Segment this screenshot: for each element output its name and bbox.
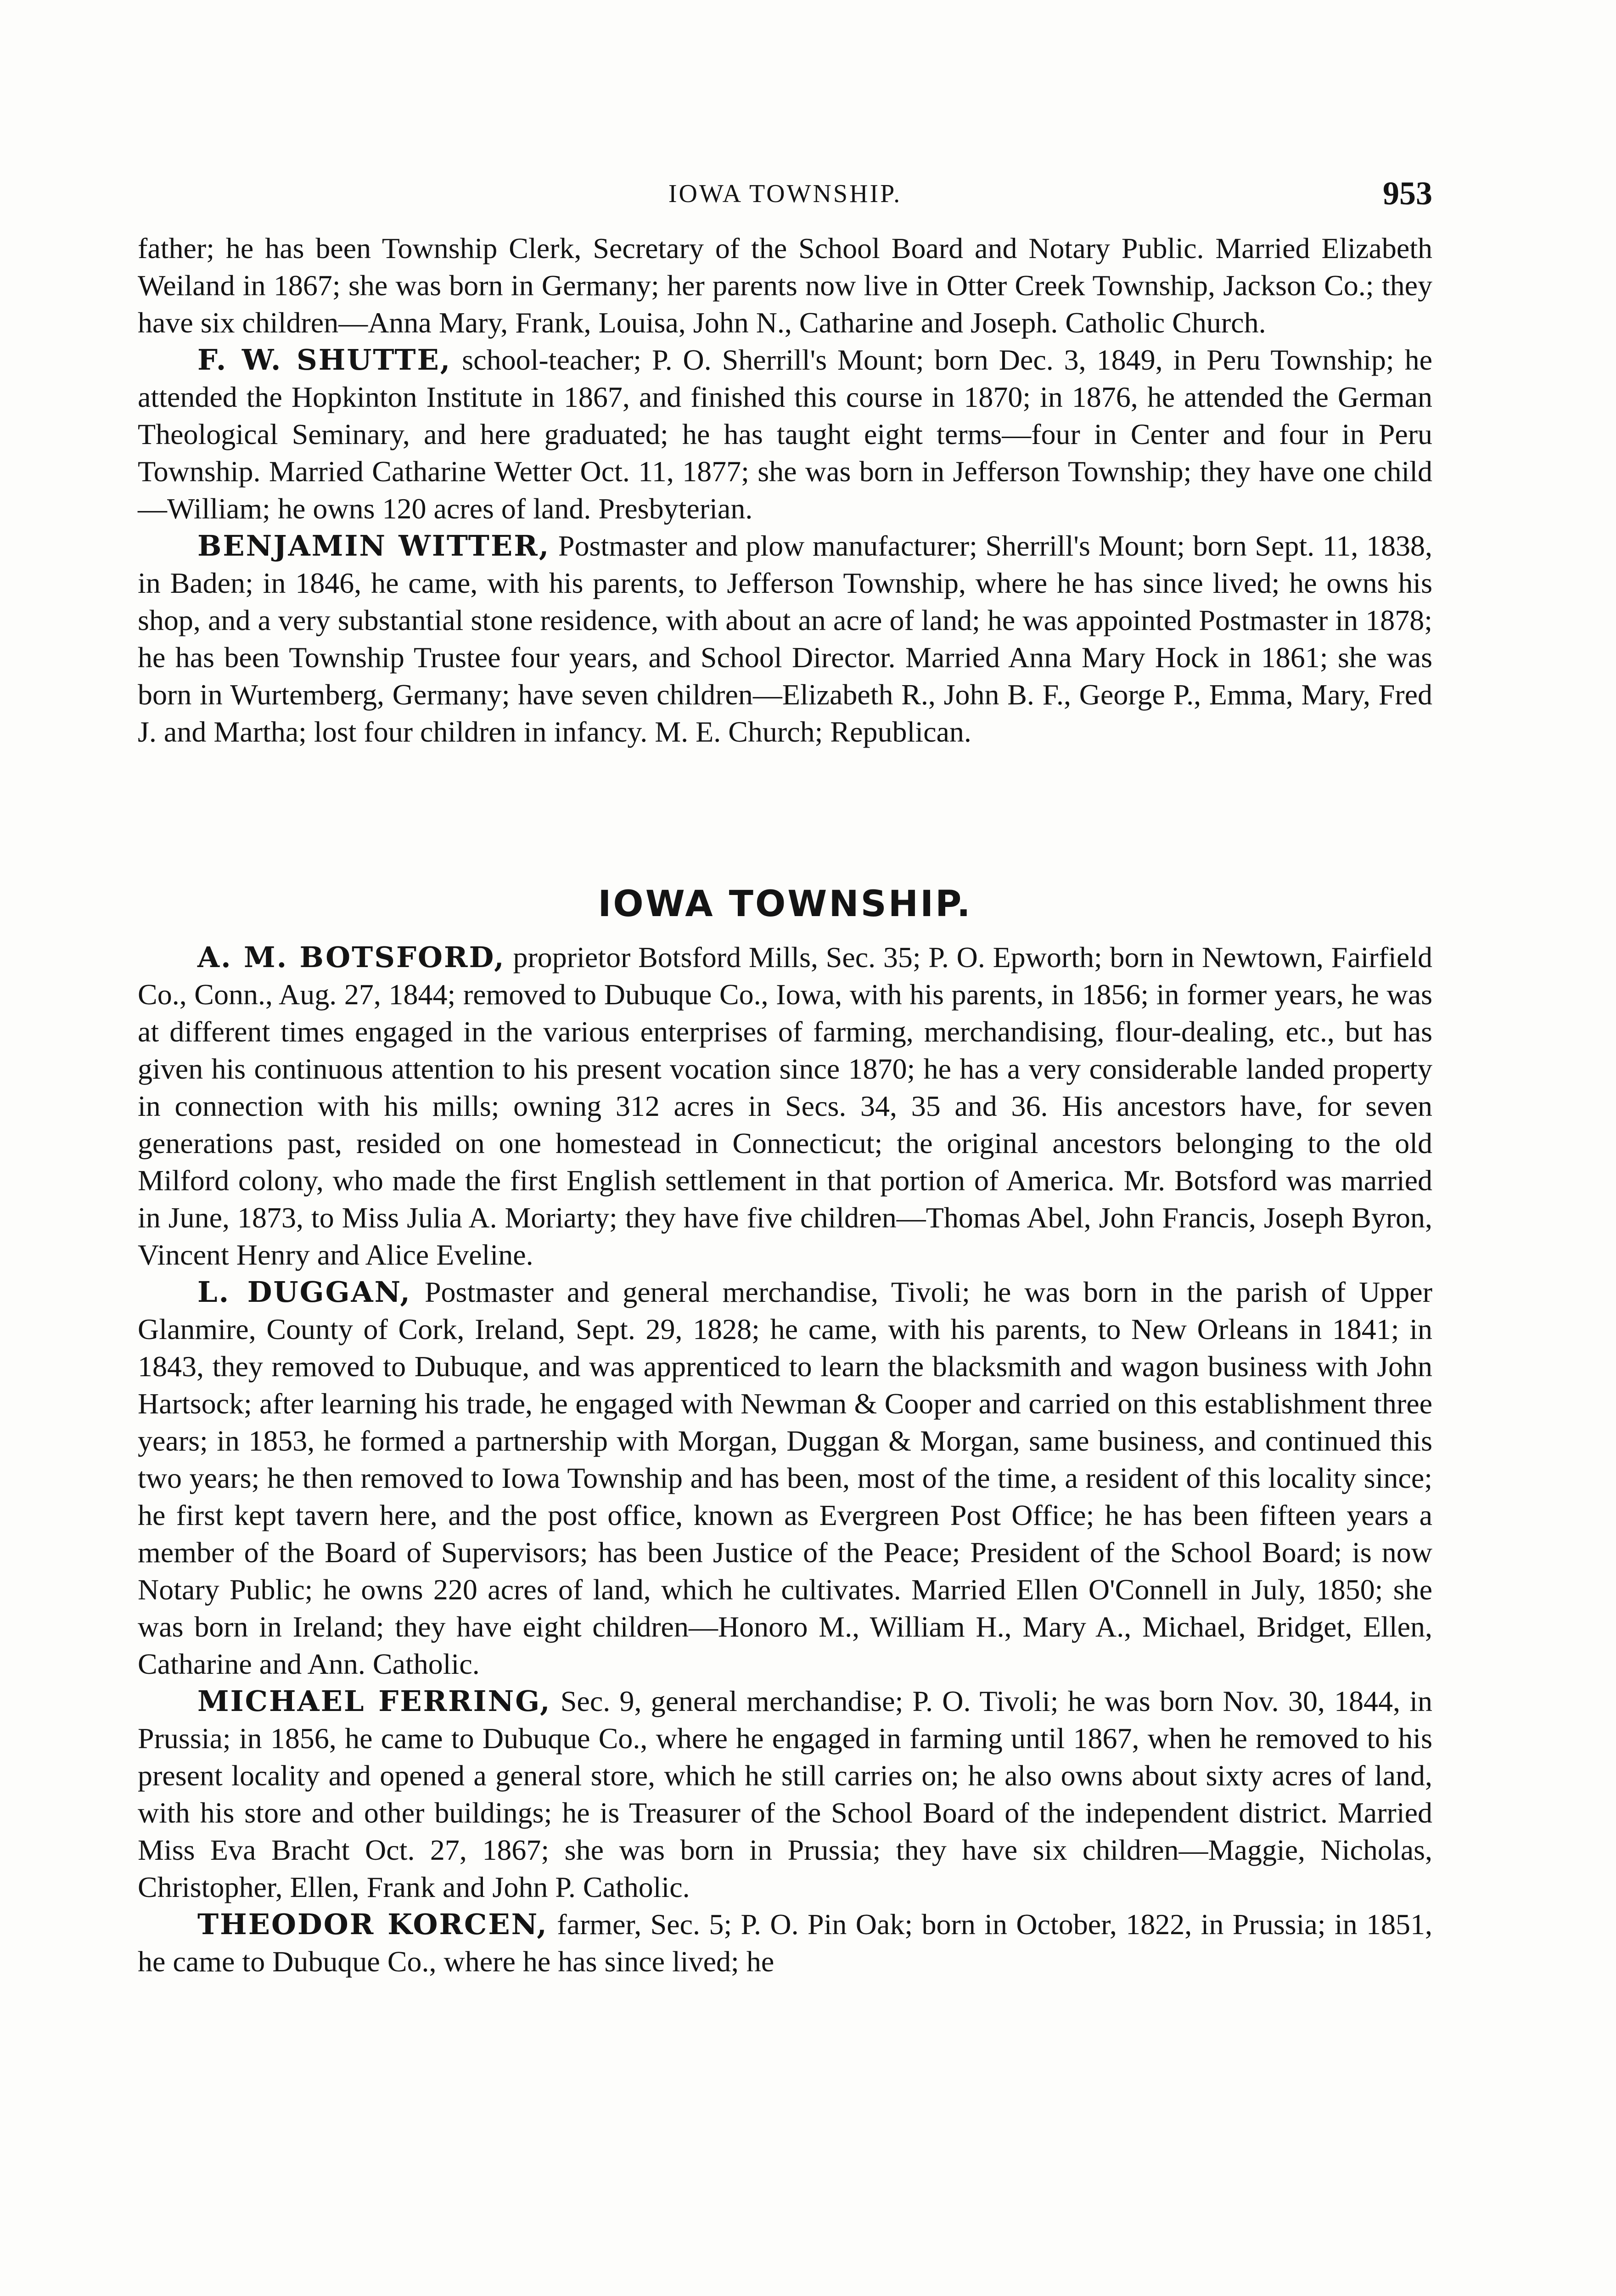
book-page [138,174,1432,2296]
entry-name: L. DUGGAN, [197,1275,411,1309]
entry-name: MICHAEL FERRING, [197,1684,551,1718]
page-number: 953 [1383,175,1432,212]
running-title: IOWA TOWNSHIP. [668,180,902,208]
entry-text: school-teacher; P. O. Sherrill's Mount; born Dec. 3, 1849, in Peru Township; he attended the Hopkinton Institute in 1867, and finished this course in 1870; in 1876, he attended the German Theological Seminary, and here graduated; he has taught eight terms—four in Center and four in Peru Township. Married Catharine Wetter Oct. 11, 1877; she was born in Jefferson Township; they have one child—William; he owns 120 acres of land. Presbyterian. [138,343,1433,525]
biography-entry-ferring [138,1683,1432,1906]
biography-entry-korcen [138,1906,1432,1980]
entry-text: Postmaster and plow manufacturer; Sherrill's Mount; born Sept. 11, 1838, in Baden; in 1846, he came, with his parents, to Jefferson Township, where he has since lived; he owns his shop, and a very substantial stone residence, with about an acre of land; he was appointed Postmaster in 1878; he has been Township Trustee four years, and School Director. Married Anna Mary Hock in 1861; she was born in Wurtemberg, Germany; have seven children—Elizabeth R., John B. F., George P., Emma, Mary, Fred J. and Martha; lost four children in infancy. M. E. Church; Republican. [138,529,1432,748]
biography-entry-duggan [138,1273,1432,1683]
entry-text: Sec. 9, general merchandise; P. O. Tivoli; he was born Nov. 30, 1844, in Prussia; in 1856, he came to Dubuque Co., where he engaged in farming until 1867, when he removed to his present locality and opened a general store, which he still carries on; he also owns about sixty acres of land, with his store and other buildings; he is Treasurer of the School Board of the independent district. Married Miss Eva Bracht Oct. 27, 1867; she was born in Prussia; they have six children—Maggie, Nicholas, Christopher, Ellen, Frank and John P. Catholic. [138,1685,1432,1903]
biography-entry-shutte [138,341,1432,527]
entry-name: THEODOR KORCEN, [197,1908,548,1941]
running-head [138,174,1432,211]
entry-text: Postmaster and general merchandise, Tivoli; he was born in the parish of Upper Glanmire, County of Cork, Ireland, Sept. 29, 1828; he came, with his parents, to New Orleans in 1841; in 1843, they removed to Dubuque, and was apprenticed to learn the blacksmith and wagon business with John Hartsock; after learning his trade, he engaged with Newman & Cooper and carried on this establishment three years; in 1853, he formed a partnership with Morgan, Duggan & Morgan, same business, and continued this two years; he then removed to Iowa Township and has been, most of the time, a resident of this locality since; he first kept tavern here, and the post office, known as Evergreen Post Office; he has been fifteen years a member of the Board of Supervisors; has been Justice of the Peace; President of the School Board; is now Notary Public; he owns 220 acres of land, which he cultivates. Married Ellen O'Connell in July, 1850; she was born in Ireland; they have eight children—Honoro M., William H., Mary A., Michael, Bridget, Ellen, Catharine and Ann. Catholic. [138,1276,1433,1680]
entry-text: farmer, Sec. 5; P. O. Pin Oak; born in October, 1822, in Prussia; in 1851, he came to Dubuque Co., where he has since lived; he [138,1908,1433,1978]
entry-text: proprietor Botsford Mills, Sec. 35; P. O. Epworth; born in Newtown, Fairfield Co., Conn., Aug. 27, 1844; removed to Dubuque Co., Iowa, with his parents, in 1856; in former years, he was at different times engaged in the various enterprises of farming, merchandising, flour-dealing, etc., but has given his continuous attention to his present vocation since 1870; he has a very considerable landed property in connection with his mills; owning 312 acres in Secs. 34, 35 and 36. His ancestors have, for seven generations past, resided on one homestead in Connecticut; the original ancestors belonging to the old Milford colony, who made the first English settlement in that portion of America. Mr. Botsford was married in June, 1873, to Miss Julia A. Moriarty; they have five children—Thomas Abel, John Francis, Joseph Byron, Vincent Henry and Alice Eveline. [138,941,1432,1271]
entry-name: BENJAMIN WITTER, [197,529,550,563]
entry-name: A. M. BOTSFORD, [197,940,505,974]
biography-entry-botsford [138,939,1432,1273]
section-heading: IOWA TOWNSHIP. [598,884,972,925]
entry-name: F. W. SHUTTE, [197,343,452,377]
biography-entry-witter [138,527,1432,750]
continuation-paragraph: father; he has been Township Clerk, Secretary of the School Board and Notary Public. Married Elizabeth Weiland in 1867; she was born in Germany; her parents now live in Otter Creek Township, Jackson Co.; they have six children—Anna Mary, Frank, Louisa, John N., Catharine and Joseph. Catholic Church. [138,232,1432,339]
